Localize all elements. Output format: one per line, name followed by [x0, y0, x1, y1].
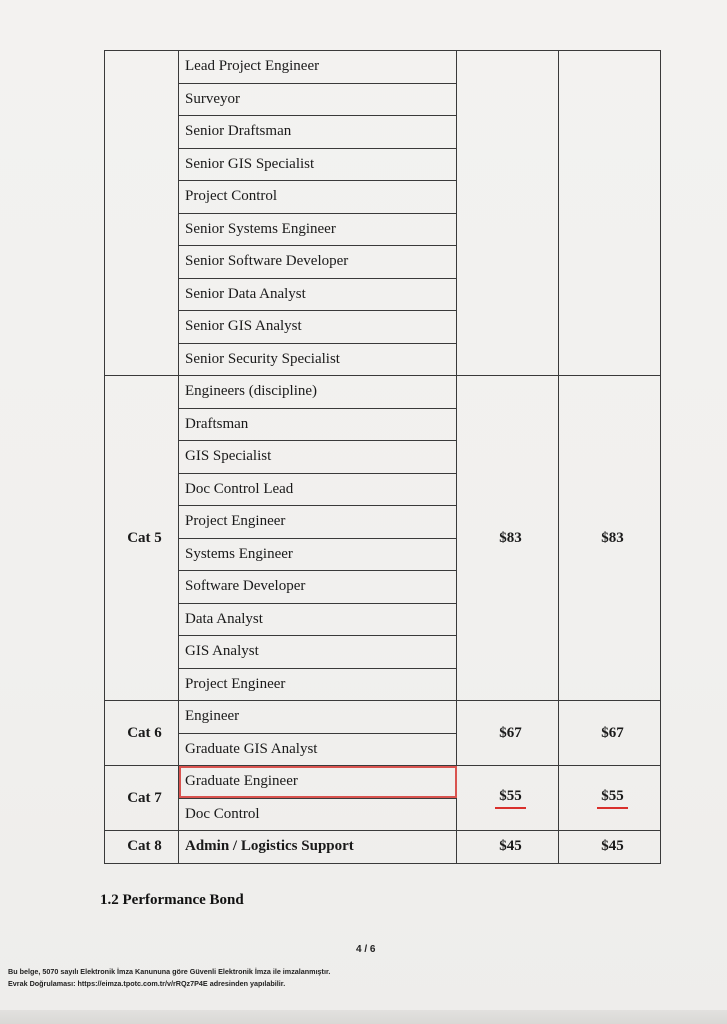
rate-cell: $83: [559, 376, 661, 701]
role-cell: Senior Software Developer: [179, 246, 457, 279]
role-cell: Senior GIS Analyst: [179, 311, 457, 344]
role-cell: Surveyor: [179, 83, 457, 116]
category-cat7: Cat 7: [105, 766, 179, 831]
role-cell: Admin / Logistics Support: [179, 831, 457, 864]
table-row: [105, 831, 661, 864]
role-cell: Systems Engineer: [179, 538, 457, 571]
section-heading: 1.2 Performance Bond: [100, 892, 244, 908]
rate-cell: [559, 766, 661, 831]
table-row: [105, 51, 661, 84]
signature-footer: [8, 966, 330, 990]
role-cell: Draftsman: [179, 408, 457, 441]
underlined-rate: $55: [597, 788, 628, 809]
underlined-rate: $55: [495, 788, 526, 809]
rate-cell: $83: [457, 376, 559, 701]
rate-cell: $67: [457, 701, 559, 766]
rate-cell: $67: [559, 701, 661, 766]
role-cell: Senior Data Analyst: [179, 278, 457, 311]
table-row: [105, 701, 661, 734]
rates-table: [104, 50, 661, 864]
scan-edge: [0, 1010, 727, 1024]
role-cell: GIS Specialist: [179, 441, 457, 474]
table-row: [105, 766, 661, 799]
table-row: [105, 376, 661, 409]
highlighted-role-cell: Graduate Engineer: [179, 766, 457, 799]
role-cell: Project Control: [179, 181, 457, 214]
category-cat6: Cat 6: [105, 701, 179, 766]
role-cell: Senior GIS Specialist: [179, 148, 457, 181]
footer-line: Bu belge, 5070 sayılı Elektronik İmza Kanununa göre Güvenli Elektronik İmza ile imzalanmıştır.: [8, 967, 331, 976]
role-cell: Senior Draftsman: [179, 116, 457, 149]
role-cell: Doc Control Lead: [179, 473, 457, 506]
role-cell: Engineers (discipline): [179, 376, 457, 409]
role-cell: Senior Systems Engineer: [179, 213, 457, 246]
category-cell: [105, 51, 179, 376]
role-cell: GIS Analyst: [179, 636, 457, 669]
rate-cell: [457, 51, 559, 376]
page-number: 4 / 6: [356, 944, 376, 955]
category-cat8: Cat 8: [105, 831, 179, 864]
role-cell: Project Engineer: [179, 506, 457, 539]
role-cell: Lead Project Engineer: [179, 51, 457, 84]
rate-cell: $45: [559, 831, 661, 864]
rate-cell: [559, 51, 661, 376]
role-cell: Project Engineer: [179, 668, 457, 701]
role-cell: Data Analyst: [179, 603, 457, 636]
role-cell: Software Developer: [179, 571, 457, 604]
role-cell: Engineer: [179, 701, 457, 734]
role-cell: Doc Control: [179, 798, 457, 831]
role-cell: Graduate GIS Analyst: [179, 733, 457, 766]
footer-line: Evrak Doğrulaması: https://eimza.tpotc.com.tr/v/rRQz7P4E adresinden yapılabilir.: [8, 979, 286, 988]
role-cell: Senior Security Specialist: [179, 343, 457, 376]
rate-cell: $45: [457, 831, 559, 864]
rate-cell: [457, 766, 559, 831]
category-cat5: Cat 5: [105, 376, 179, 701]
